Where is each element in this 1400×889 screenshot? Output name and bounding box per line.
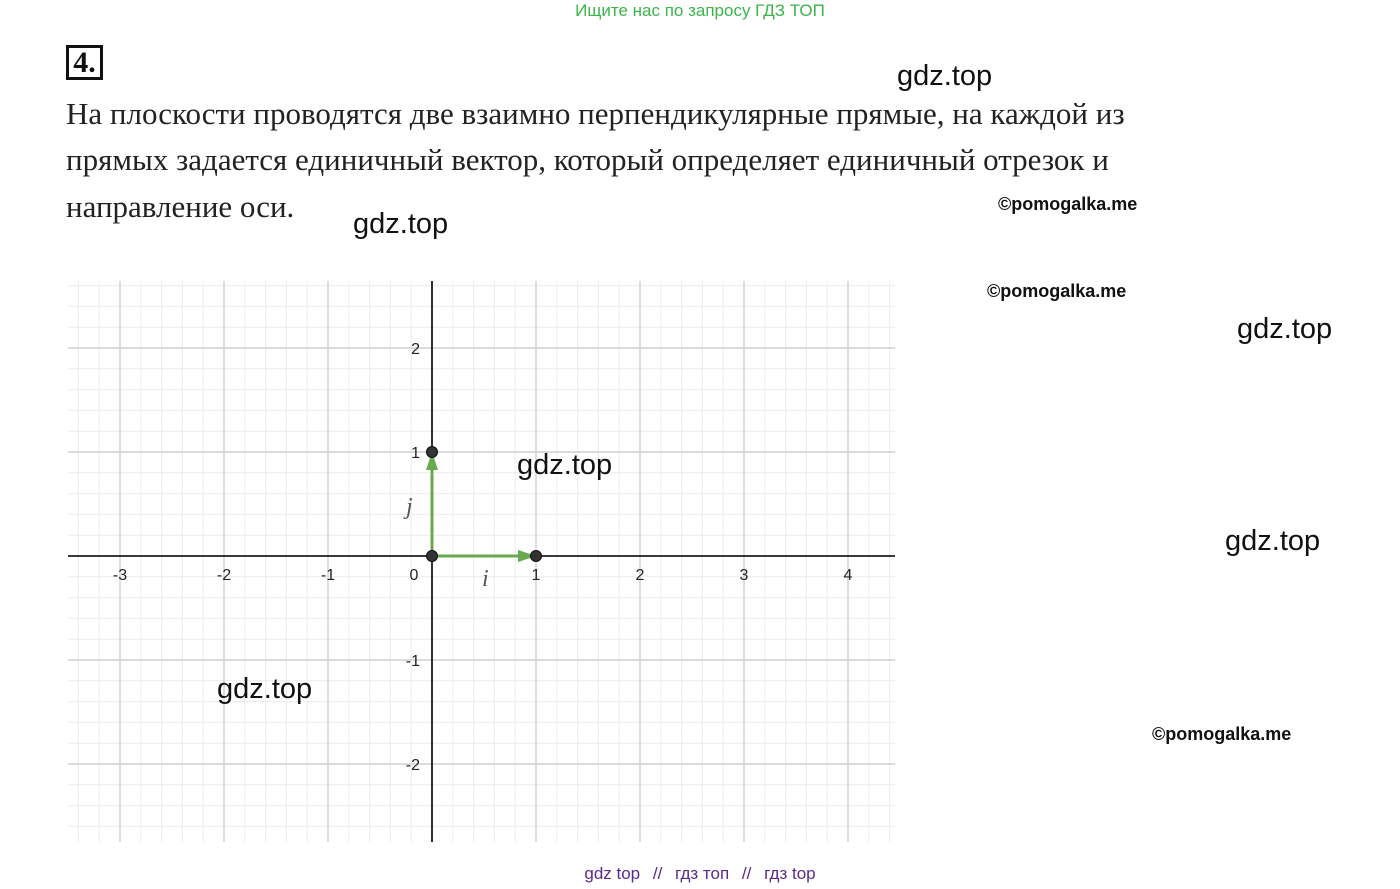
axes: [68, 281, 895, 842]
watermark-gdz: gdz.top: [517, 449, 613, 481]
point: [427, 447, 438, 458]
problem-text-line-2: прямых задается единичный вектор, который определяет единичный отрезок и: [66, 142, 1109, 177]
x-tick-label: -3: [112, 567, 128, 584]
x-tick-label: 4: [843, 567, 853, 584]
vector-label: i⃗: [482, 566, 508, 592]
x-tick-label: 1: [531, 567, 541, 584]
watermark-gdz: gdz.top: [217, 673, 313, 705]
problem-number: 4.: [66, 45, 103, 80]
watermark-pomogalka: ©pomogalka.me: [987, 281, 1127, 301]
footer-separator: //: [652, 864, 663, 883]
point: [531, 551, 542, 562]
watermark-gdz: gdz.top: [897, 60, 993, 92]
watermark-gdz: gdz.top: [353, 208, 449, 240]
footer-separator: //: [741, 864, 752, 883]
footer-link[interactable]: гдз top: [764, 864, 816, 883]
footer-links: [0, 864, 1400, 884]
watermark-pomogalka: ©pomogalka.me: [1152, 724, 1292, 744]
grid: [68, 281, 895, 842]
problem-text-line-3: направление оси.: [66, 189, 295, 224]
y-tick-label: 1: [411, 445, 420, 462]
x-tick-label: -1: [320, 567, 336, 584]
footer-link[interactable]: гдз топ: [675, 864, 730, 883]
problem-text-line-1: На плоскости проводятся две взаимно перпендикулярные прямые, на каждой из: [66, 96, 1125, 131]
y-tick-label: -2: [405, 757, 420, 774]
x-tick-label: 0: [409, 567, 419, 584]
y-tick-label: 2: [411, 341, 420, 358]
x-tick-label: -2: [216, 567, 232, 584]
watermark-gdz: gdz.top: [1237, 313, 1333, 345]
point: [427, 551, 438, 562]
footer-link[interactable]: gdz top: [584, 864, 641, 883]
top-banner: Ищите нас по запросу ГДЗ ТОП: [575, 1, 825, 20]
x-tick-label: 2: [635, 567, 645, 584]
watermark-gdz: gdz.top: [1225, 525, 1321, 557]
vector-label: j⃗: [406, 494, 432, 520]
x-tick-label: 3: [739, 567, 749, 584]
y-tick-label: -1: [405, 653, 420, 670]
watermark-pomogalka: ©pomogalka.me: [998, 194, 1138, 214]
